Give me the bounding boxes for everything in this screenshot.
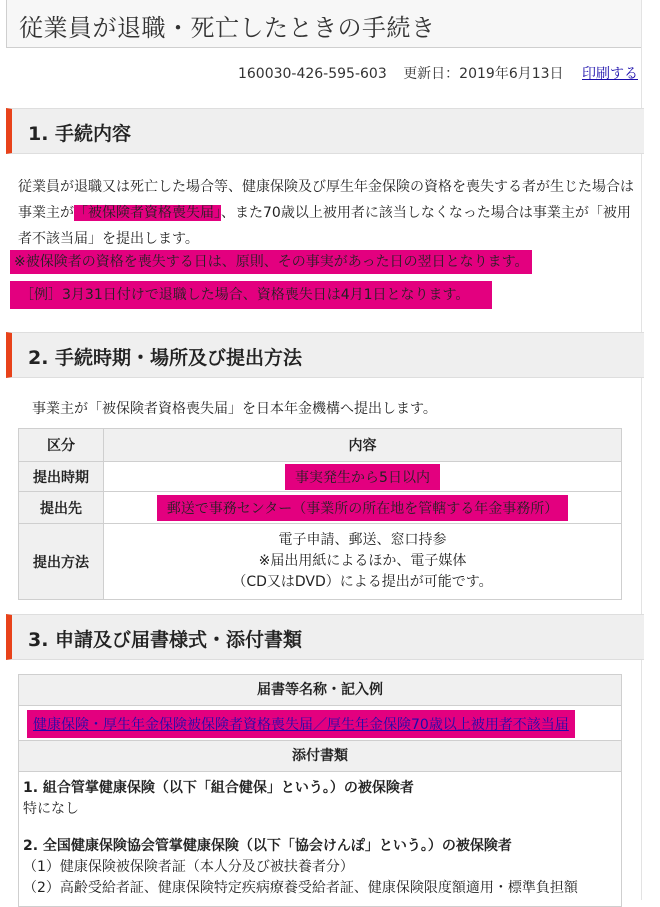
section1-note2: ［例］3月31日付けで退職した場合、資格喪失日は4月1日となります。 (10, 281, 492, 309)
section1-paragraph (18, 174, 638, 252)
section2-heading (6, 332, 644, 378)
col-header-category: 区分 (19, 429, 104, 462)
attachment-item1-title: 1. 組合管掌健康保険（以下「組合健保」という。）の被保険者 (23, 780, 414, 796)
page-meta (226, 63, 638, 83)
section1-heading-text: 1. 手続内容 (28, 123, 132, 145)
form-link-row (19, 706, 621, 741)
section2-heading-text: 2. 手続時期・場所及び提出方法 (28, 347, 303, 369)
section3-heading (6, 614, 644, 660)
table-row (19, 462, 622, 492)
forms-table (18, 674, 622, 907)
section1-note1: ※被保険者の資格を喪失する日は、原則、その事実があった日の翌日となります。 (10, 250, 532, 274)
row-value-timing (104, 462, 622, 492)
form-download-link[interactable]: 健康保険・厚生年金保険被保険者資格喪失届／厚生年金保険70歳以上被用者不該当届 (27, 710, 575, 738)
row-value-destination (104, 492, 622, 524)
col-header-content: 内容 (104, 429, 622, 462)
attachment-item2-title: 2. 全国健康保険協会管掌健康保険（以下「協会けんぽ」という。）の被保険者 (23, 838, 512, 854)
method-line: 電子申請、郵送、窓口持参 (278, 532, 447, 548)
section1-text-b: 、また70歳以上被用者に該当しなくなった場合は事業主が「被用者不該当届」を提出します。 (18, 205, 631, 247)
attachments-body (19, 772, 621, 906)
section3-heading-text: 3. 申請及び届書様式・添付書類 (28, 629, 303, 651)
row-value-method (104, 524, 622, 600)
attachment-item1-text: 特になし (23, 801, 79, 817)
page-title: 従業員が退職・死亡したときの手続き (19, 14, 436, 42)
table-row (19, 492, 622, 524)
table-header-row (19, 429, 622, 462)
method-line: （CD又はDVD）による提出が可能です。 (232, 574, 493, 590)
table-row (19, 524, 622, 600)
attachments-header: 添付書類 (19, 741, 621, 772)
section1-form-highlight: 「被保険者資格喪失届」 (74, 205, 221, 221)
page-id: 160030-426-595-603 (237, 66, 387, 82)
print-link[interactable]: 印刷する (582, 66, 638, 82)
timing-highlight: 事実発生から5日以内 (285, 464, 440, 490)
destination-highlight: 郵送で事務センター（事業所の所在地を管轄する年金事務所） (157, 495, 568, 521)
page-title-box (6, 0, 642, 48)
submission-table (18, 428, 622, 600)
row-label-destination: 提出先 (19, 492, 104, 524)
section2-intro: 事業主が「被保険者資格喪失届」を日本年金機構へ提出します。 (32, 401, 437, 417)
attachment-item2-line: （1）健康保険被保険者証（本人分及び被扶養者分） (23, 859, 354, 875)
spacer (23, 820, 617, 836)
method-line: ※届出用紙によるほか、電子媒体 (258, 553, 467, 569)
attachment-item2-line: （2）高齢受給者証、健康保険特定疾病療養受給者証、健康保険限度額適用・標準負担額 (23, 880, 578, 896)
row-label-timing: 提出時期 (19, 462, 104, 492)
row-label-method: 提出方法 (19, 524, 104, 600)
updated-date: 更新日：2019年6月13日 (403, 66, 564, 82)
section1-text-a: 従業員が退職又は死亡した場合等、健康保険及び厚生年金保険の資格を喪失する者が生じた場合は事業主が (18, 179, 634, 221)
forms-header: 届書等名称・記入例 (19, 675, 621, 706)
section1-heading (6, 108, 644, 154)
